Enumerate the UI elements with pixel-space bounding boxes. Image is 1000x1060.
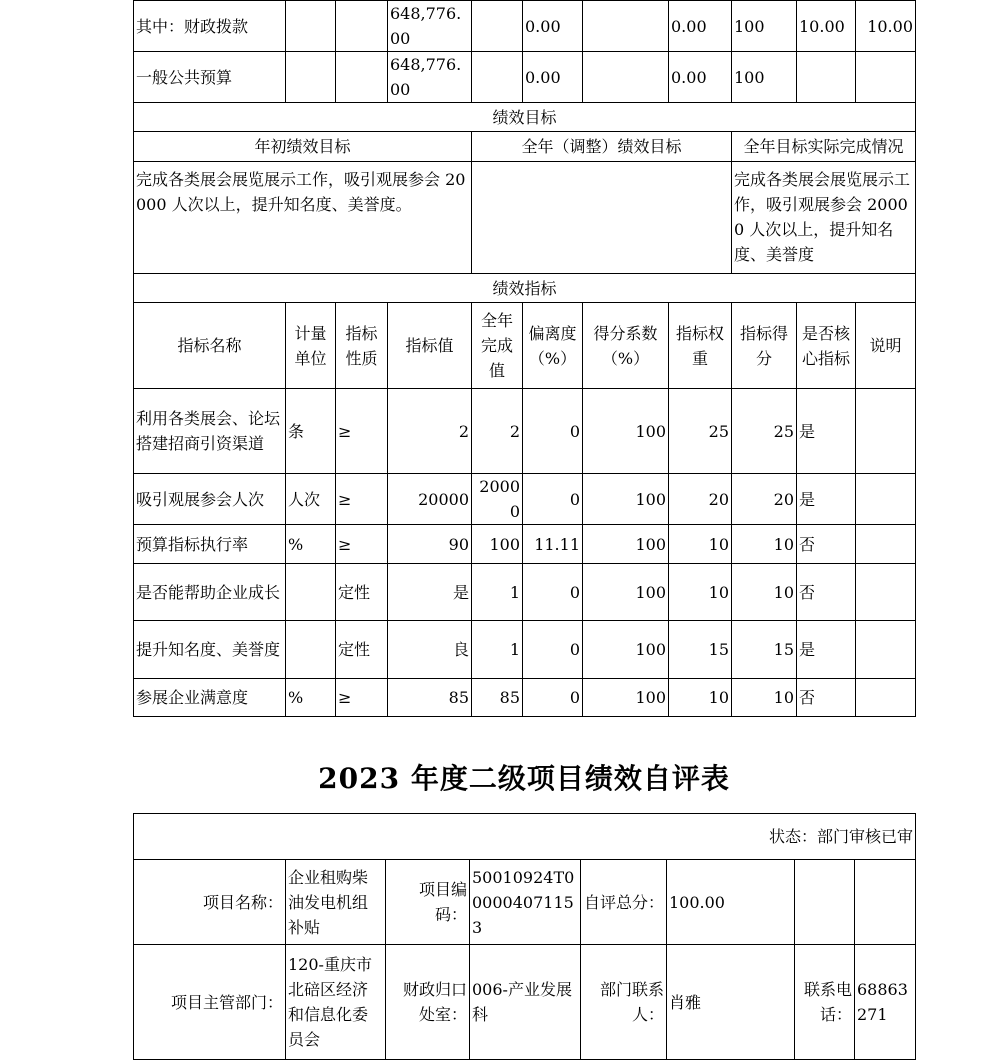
- funding-cell: 0.00: [669, 52, 732, 103]
- indicator-score: 10: [732, 525, 797, 564]
- indicator-note: [856, 389, 916, 474]
- funding-cell: [336, 1, 388, 52]
- col-header: 指标得分: [732, 303, 797, 389]
- goals-adjusted: [472, 162, 732, 274]
- indicator-row: [134, 679, 916, 717]
- indicator-row: [134, 525, 916, 564]
- funding-budget: 648,776.00: [388, 1, 472, 52]
- indicator-unit: 人次: [286, 474, 336, 525]
- indicator-name: 吸引观展参会人次: [134, 474, 286, 525]
- indicator-row: [134, 389, 916, 474]
- indicator-nature: 定性: [336, 564, 388, 621]
- indicator-coef: 100: [583, 525, 669, 564]
- indicator-coef: 100: [583, 679, 669, 717]
- indicator-deviation: 0: [523, 474, 583, 525]
- indicator-name: 利用各类展会、论坛搭建招商引资渠道: [134, 389, 286, 474]
- indicator-coef: 100: [583, 474, 669, 525]
- indicator-weight: 10: [669, 525, 732, 564]
- funding-cell: 10.00: [797, 1, 856, 52]
- indicator-note: [856, 564, 916, 621]
- col-header: 全年完成值: [472, 303, 523, 389]
- indicator-unit: [286, 564, 336, 621]
- contact-label: 部门联系人：: [581, 945, 667, 1060]
- indicator-actual: 2: [472, 389, 523, 474]
- indicator-actual: 20000: [472, 474, 523, 525]
- indicator-name: 是否能帮助企业成长: [134, 564, 286, 621]
- indicator-name: 参展企业满意度: [134, 679, 286, 717]
- col-header: 计量单位: [286, 303, 336, 389]
- indicator-unit: [286, 621, 336, 679]
- funding-cell: [286, 1, 336, 52]
- funding-cell: [583, 52, 669, 103]
- funding-cell: 0.00: [523, 52, 583, 103]
- funding-cell: [336, 52, 388, 103]
- funding-cell: [583, 1, 669, 52]
- indicator-target: 2: [388, 389, 472, 474]
- indicator-weight: 10: [669, 564, 732, 621]
- indicator-row: [134, 564, 916, 621]
- indicator-core: 是: [797, 389, 856, 474]
- funding-cell: 0.00: [669, 1, 732, 52]
- funding-label: 其中：财政拨款: [134, 1, 286, 52]
- project-name-label: 项目名称：: [134, 860, 286, 945]
- phone-label: 联系电话：: [795, 945, 855, 1060]
- funding-row: [134, 1, 916, 52]
- funding-cell: 100: [732, 1, 797, 52]
- goals-section-title: 绩效目标: [134, 103, 916, 132]
- status-label: 状态：部门审核已审: [134, 814, 916, 860]
- indicator-core: 否: [797, 679, 856, 717]
- indicator-name: 预算指标执行率: [134, 525, 286, 564]
- indicator-core: 是: [797, 474, 856, 525]
- indicator-deviation: 0: [523, 679, 583, 717]
- indicator-note: [856, 679, 916, 717]
- dept-label: 项目主管部门：: [134, 945, 286, 1060]
- indicator-nature: ≥: [336, 389, 388, 474]
- indicator-weight: 25: [669, 389, 732, 474]
- indicator-nature: ≥: [336, 679, 388, 717]
- indicator-coef: 100: [583, 389, 669, 474]
- col-header: 指标名称: [134, 303, 286, 389]
- funding-cell: [286, 52, 336, 103]
- indicator-score: 25: [732, 389, 797, 474]
- indicator-target: 90: [388, 525, 472, 564]
- goals-initial: 完成各类展会展览展示工作，吸引观展参会 20000 人次以上，提升知名度、美誉度。: [134, 162, 472, 274]
- self-score: 100.00: [667, 860, 795, 945]
- indicator-row: [134, 474, 916, 525]
- indicator-deviation: 11.11: [523, 525, 583, 564]
- empty-cell: [795, 860, 855, 945]
- indicator-note: [856, 525, 916, 564]
- funding-cell: 0.00: [523, 1, 583, 52]
- funding-cell: 100: [732, 52, 797, 103]
- funding-cell: [797, 52, 856, 103]
- col-header: 指标值: [388, 303, 472, 389]
- project-code-label: 项目编码：: [386, 860, 470, 945]
- self-score-label: 自评总分：: [581, 860, 667, 945]
- goals-header-initial: 年初绩效目标: [134, 132, 472, 162]
- project-name: 企业租购柴油发电机组补贴: [286, 860, 386, 945]
- indicator-unit: %: [286, 525, 336, 564]
- goals-header-actual: 全年目标实际完成情况: [732, 132, 916, 162]
- indicator-actual: 100: [472, 525, 523, 564]
- indicator-target: 85: [388, 679, 472, 717]
- funding-cell: [472, 52, 523, 103]
- indicator-target: 良: [388, 621, 472, 679]
- indicators-section-title: 绩效指标: [134, 274, 916, 303]
- indicator-target: 20000: [388, 474, 472, 525]
- col-header: 是否核心指标: [797, 303, 856, 389]
- contact: 肖雅: [667, 945, 795, 1060]
- finance-label: 财政归口处室：: [386, 945, 470, 1060]
- indicator-nature: 定性: [336, 621, 388, 679]
- empty-cell: [855, 860, 916, 945]
- indicator-note: [856, 474, 916, 525]
- indicator-coef: 100: [583, 564, 669, 621]
- indicator-unit: %: [286, 679, 336, 717]
- indicator-weight: 20: [669, 474, 732, 525]
- funding-cell: [856, 52, 916, 103]
- indicator-core: 否: [797, 564, 856, 621]
- indicator-core: 否: [797, 525, 856, 564]
- col-header: 偏离度（%）: [523, 303, 583, 389]
- col-header: 得分系数（%）: [583, 303, 669, 389]
- col-header: 指标性质: [336, 303, 388, 389]
- funding-budget: 648,776.00: [388, 52, 472, 103]
- col-header: 说明: [856, 303, 916, 389]
- funding-cell: 10.00: [856, 1, 916, 52]
- goals-actual: 完成各类展会展览展示工作，吸引观展参会 20000 人次以上，提升知名度、美誉度: [732, 162, 916, 274]
- indicator-row: [134, 621, 916, 679]
- indicator-weight: 10: [669, 679, 732, 717]
- indicator-nature: ≥: [336, 525, 388, 564]
- funding-label: 一般公共预算: [134, 52, 286, 103]
- indicator-deviation: 0: [523, 621, 583, 679]
- indicator-target: 是: [388, 564, 472, 621]
- indicator-score: 10: [732, 679, 797, 717]
- indicators-header-row: [134, 303, 916, 389]
- indicator-deviation: 0: [523, 564, 583, 621]
- form-title: 2023 年度二级项目绩效自评表: [318, 762, 730, 795]
- funding-cell: [472, 1, 523, 52]
- indicator-actual: 85: [472, 679, 523, 717]
- indicator-deviation: 0: [523, 389, 583, 474]
- indicator-actual: 1: [472, 621, 523, 679]
- indicator-unit: 条: [286, 389, 336, 474]
- project-info-table: [133, 813, 916, 1060]
- phone: 68863271: [855, 945, 916, 1060]
- indicator-coef: 100: [583, 621, 669, 679]
- goals-header-adjusted: 全年（调整）绩效目标: [472, 132, 732, 162]
- indicator-score: 10: [732, 564, 797, 621]
- indicator-note: [856, 621, 916, 679]
- indicator-core: 是: [797, 621, 856, 679]
- performance-table: [133, 0, 916, 717]
- col-header: 指标权重: [669, 303, 732, 389]
- indicator-score: 15: [732, 621, 797, 679]
- finance: 006-产业发展科: [470, 945, 581, 1060]
- indicator-weight: 15: [669, 621, 732, 679]
- project-code: 50010924T000004071153: [470, 860, 581, 945]
- indicator-nature: ≥: [336, 474, 388, 525]
- indicator-name: 提升知名度、美誉度: [134, 621, 286, 679]
- funding-row: [134, 52, 916, 103]
- dept: 120-重庆市北碚区经济和信息化委员会: [286, 945, 386, 1060]
- indicator-score: 20: [732, 474, 797, 525]
- indicator-actual: 1: [472, 564, 523, 621]
